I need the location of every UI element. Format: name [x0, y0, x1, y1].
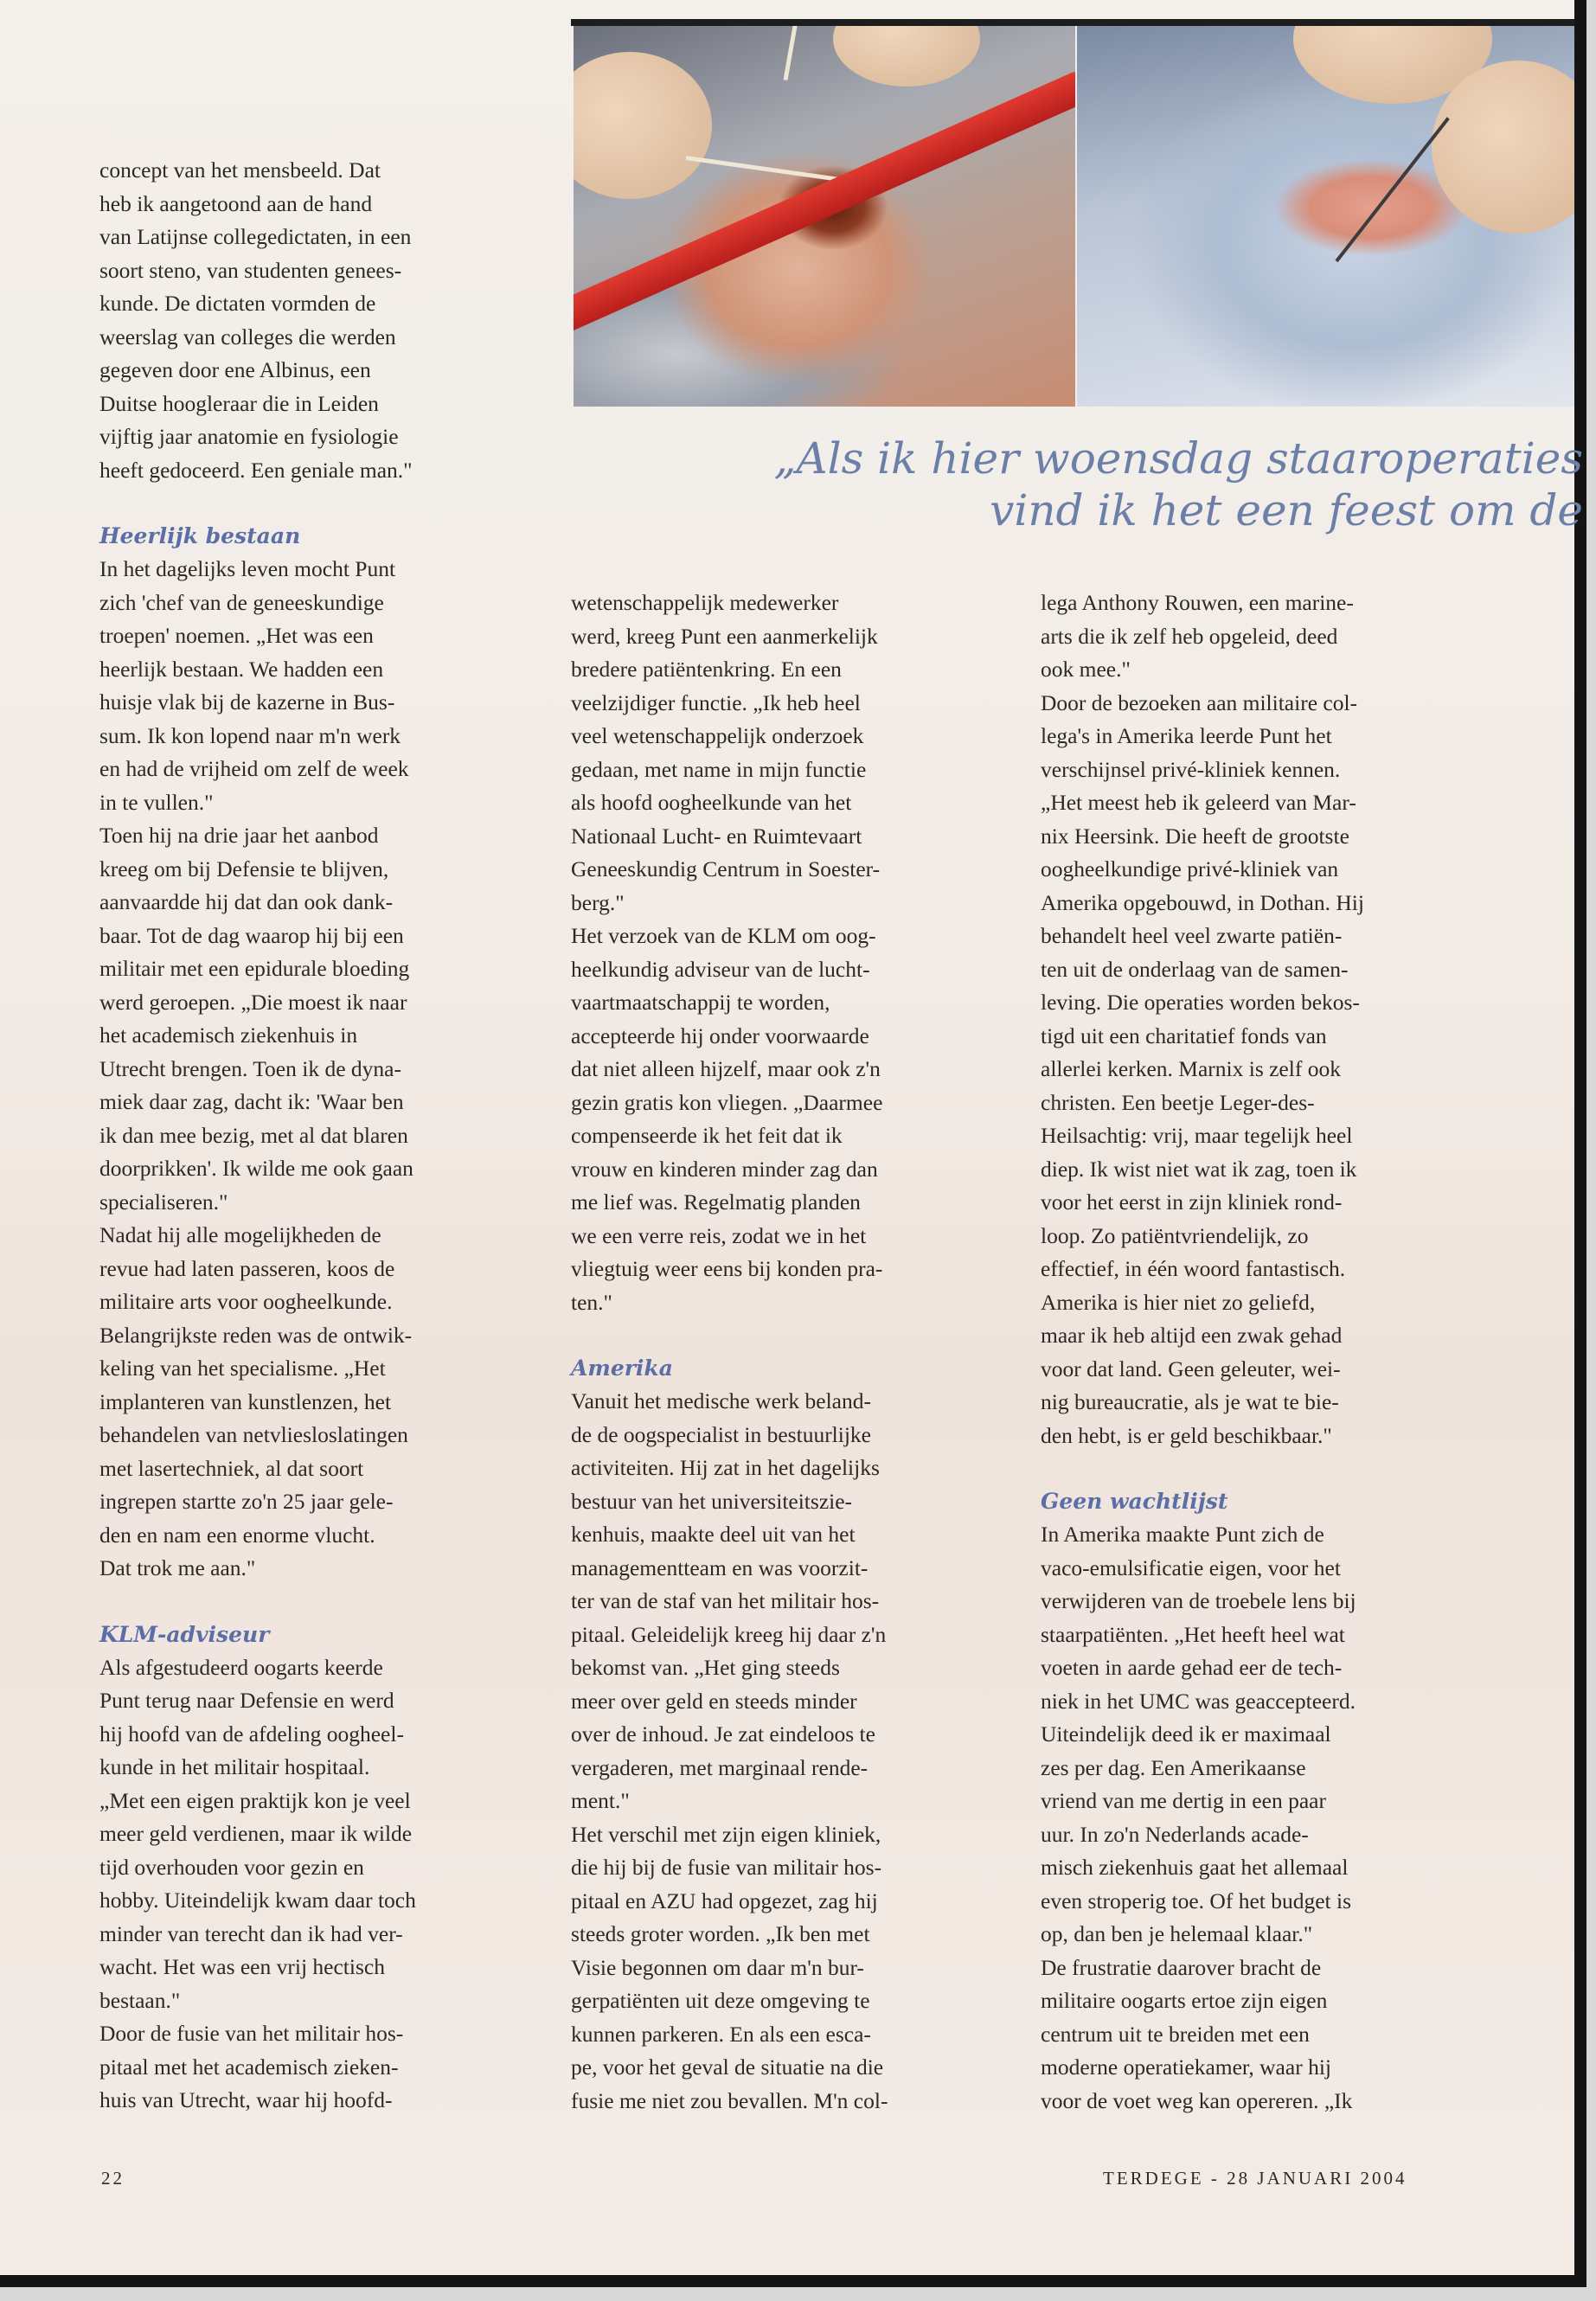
column3-line: verwijderen van de troebele lens bij — [1041, 1588, 1356, 1613]
column3-line: moderne operatiekamer, waar hij — [1041, 2054, 1331, 2080]
column3-line: op, dan ben je helemaal klaar." — [1041, 1921, 1313, 1946]
column1-line: Dat trok me aan." — [99, 1555, 256, 1580]
column2-line: gerpatiënten uit deze omgeving te — [571, 1988, 870, 2013]
column3-line: diep. Ik wist niet wat ik zag, toen ik — [1041, 1156, 1357, 1182]
column1-line: hij hoofd van de afdeling oogheel- — [99, 1721, 404, 1747]
column3-line: oogheelkundige privé-kliniek van — [1041, 856, 1339, 881]
column1-line: weerslag van colleges die werden — [99, 324, 396, 349]
paragraph-gap — [99, 1586, 532, 1618]
glove-hand-top — [833, 26, 980, 87]
column1-line: kunde in het militair hospitaal. — [99, 1754, 370, 1779]
column3-line: voor het eerst in zijn kliniek rond- — [1041, 1189, 1343, 1215]
column2-line: we een verre reis, zodat we in het — [571, 1222, 867, 1248]
column1-line: Toen hij na drie jaar het aanbod — [99, 823, 379, 848]
column1-line: aanvaardde hij dat dan ook dank- — [99, 889, 394, 914]
column1-line: gegeven door ene Albinus, een — [99, 357, 371, 382]
top-rule — [571, 19, 1574, 26]
paragraph-gap — [1041, 1452, 1473, 1485]
column1-line: meer geld verdienen, maar ik wilde — [99, 1821, 413, 1846]
column2-line: Visie begonnen om daar m'n bur- — [571, 1954, 864, 1980]
column2-line: Nationaal Lucht- en Ruimtevaart — [571, 823, 862, 849]
column3-line: vaco-emulsificatie eigen, voor het — [1041, 1554, 1341, 1580]
column1-line: Punt terug naar Defensie en werd — [99, 1688, 394, 1713]
column2-line: kunnen parkeren. En als een esca- — [571, 2021, 871, 2047]
column1-line: wacht. Het was een vrij hectisch — [99, 1954, 385, 1979]
column1-line: Duitse hoogleraar die in Leiden — [99, 390, 379, 416]
glove-hand-left — [574, 52, 712, 199]
column3-line: verschijnsel privé-kliniek kennen. — [1041, 756, 1341, 782]
column1-line: vijftig jaar anatomie en fysiologie — [99, 424, 399, 449]
column1-line: heb ik aangetoond aan de hand — [99, 190, 373, 216]
text-column-1 — [99, 154, 532, 2118]
text-column-2 — [571, 586, 1003, 2118]
column2-line: over de inhoud. Je zat eindeloos te — [571, 1721, 875, 1747]
column1-line: ingrepen startte zo'n 25 jaar gele- — [99, 1489, 394, 1514]
section-heading-klm-adviseur: KLM-adviseur — [99, 1621, 270, 1647]
column1-line: huisje vlak bij de kazerne in Bus- — [99, 689, 395, 715]
column2-line: ment." — [571, 1788, 630, 1813]
section-heading-amerika: Amerika — [571, 1356, 673, 1381]
column3-line: In Amerika maakte Punt zich de — [1041, 1522, 1324, 1547]
column1-line: en had de vrijheid om zelf de week — [99, 756, 409, 781]
column2-line: de de oogspecialist in bestuurlijke — [571, 1421, 872, 1447]
column3-line: Amerika is hier niet zo geliefd, — [1041, 1289, 1316, 1315]
column3-line: Heilsachtig: vrij, maar tegelijk heel — [1041, 1123, 1353, 1148]
column1-line: baar. Tot de dag waarop hij bij een — [99, 922, 404, 948]
column3-line: Uiteindelijk deed ik er maximaal — [1041, 1721, 1331, 1747]
column3-line: nix Heersink. Die heeft de grootste — [1041, 823, 1349, 849]
column1-line: Door de fusie van het militair hos- — [99, 2021, 404, 2046]
column2-line: compenseerde ik het feit dat ik — [571, 1123, 843, 1148]
paragraph-gap — [99, 487, 532, 520]
column2-line: Het verschil met zijn eigen kliniek, — [571, 1821, 881, 1847]
column3-line: ten uit de onderlaag van de samen- — [1041, 956, 1349, 982]
column3-line: tigd uit een charitatief fonds van — [1041, 1022, 1327, 1048]
column3-line: den hebt, is er geld beschikbaar." — [1041, 1422, 1332, 1448]
column2-line: activiteiten. Hij zat in het dagelijks — [571, 1455, 880, 1480]
column1-line: concept van het mensbeeld. Dat — [99, 157, 381, 183]
column3-line: Amerika opgebouwd, in Dothan. Hij — [1041, 889, 1364, 915]
surgery-photo-right — [1077, 26, 1574, 407]
column3-line: uur. In zo'n Nederlands acade- — [1041, 1821, 1309, 1847]
column1-line: Utrecht brengen. Toen ik de dyna- — [99, 1055, 401, 1081]
column1-line: minder van terecht dan ik had ver- — [99, 1920, 403, 1946]
column1-line: behandelen van netvliesloslatingen — [99, 1422, 408, 1447]
column2-line: bekomst van. „Het ging steeds — [571, 1655, 840, 1680]
column2-line: kenhuis, maakte deel uit van het — [571, 1522, 856, 1547]
column3-line: even stroperig toe. Of het budget is — [1041, 1888, 1352, 1913]
column1-line: Nadat hij alle mogelijkheden de — [99, 1222, 381, 1247]
column3-line: De frustratie daarover bracht de — [1041, 1954, 1322, 1980]
column2-line: vergaderen, met marginaal rende- — [571, 1754, 869, 1780]
column3-line: allerlei kerken. Marnix is zelf ook — [1041, 1056, 1341, 1081]
column1-line: zich 'chef van de geneeskundige — [99, 589, 384, 615]
column1-line: tijd overhouden voor gezin en — [99, 1854, 364, 1880]
column2-line: ter van de staf van het militair hos- — [571, 1588, 880, 1613]
column2-line: Vanuit het medische werk beland- — [571, 1388, 871, 1413]
column3-line: effectief, in één woord fantastisch. — [1041, 1256, 1346, 1281]
column1-line: keling van het specialisme. „Het — [99, 1356, 386, 1381]
column1-line: kunde. De dictaten vormden de — [99, 291, 376, 316]
column3-line: behandelt heel veel zwarte patiën- — [1041, 923, 1343, 948]
column2-line: meer over geld en steeds minder — [571, 1688, 857, 1714]
column3-line: centrum uit te breiden met een — [1041, 2021, 1310, 2047]
column2-line: me lief was. Regelmatig planden — [571, 1189, 861, 1215]
column3-line: lega Anthony Rouwen, een marine- — [1041, 590, 1354, 615]
paragraph-gap — [571, 1319, 1003, 1352]
section-heading-heerlijk-bestaan: Heerlijk bestaan — [99, 523, 301, 548]
column3-line: ook mee." — [1041, 657, 1131, 682]
column2-line: ten." — [571, 1289, 612, 1315]
column3-line: zes per dag. Een Amerikaanse — [1041, 1754, 1306, 1780]
publication-footer: TERDEGE - 28 JANUARI 2004 — [1103, 2168, 1407, 2189]
column3-line: niek in het UMC was geaccepteerd. — [1041, 1688, 1356, 1714]
column2-line: bredere patiëntenkring. En een — [571, 657, 842, 682]
column1-line: In het dagelijks leven mocht Punt — [99, 556, 396, 581]
column2-line: vaartmaatschappij te worden, — [571, 990, 830, 1015]
column3-line: voor dat land. Geen geleuter, wei- — [1041, 1356, 1341, 1381]
column1-line: het academisch ziekenhuis in — [99, 1022, 358, 1048]
column3-line: voeten in aarde gehad eer de tech- — [1041, 1655, 1343, 1680]
column2-line: pitaal en AZU had opgezet, zag hij — [571, 1888, 878, 1913]
column1-line: hobby. Uiteindelijk kwam daar toch — [99, 1888, 416, 1913]
column1-line: implanteren van kunstlenzen, het — [99, 1388, 392, 1414]
column2-line: wetenschappelijk medewerker — [571, 590, 839, 615]
column1-line: pitaal met het academisch zieken- — [99, 2054, 399, 2080]
column1-line: doorprikken'. Ik wilde me ook gaan — [99, 1156, 413, 1181]
column3-line: vriend van me dertig in een paar — [1041, 1788, 1326, 1813]
column3-line: loop. Zo patiëntvriendelijk, zo — [1041, 1222, 1309, 1248]
column2-line: als hoofd oogheelkunde van het — [571, 790, 852, 815]
column2-line: Het verzoek van de KLM om oog- — [571, 923, 876, 948]
column2-line: gedaan, met name in mijn functie — [571, 756, 867, 782]
column1-line: heeft gedoceerd. Een geniale man." — [99, 457, 413, 483]
column2-line: steeds groter worden. „Ik ben met — [571, 1921, 870, 1946]
column1-line: troepen' noemen. „Het was een — [99, 623, 374, 648]
column2-line: accepteerde hij onder voorwaarde — [571, 1022, 869, 1048]
column3-line: nig bureaucratie, als je wat te bie- — [1041, 1389, 1339, 1414]
column1-line: heerlijk bestaan. We hadden een — [99, 656, 384, 682]
column2-line: fusie me niet zou bevallen. M'n col- — [571, 2087, 888, 2113]
column1-line: revue had laten passeren, koos de — [99, 1255, 395, 1281]
text-column-3 — [1041, 586, 1473, 2118]
column1-line: bestaan." — [99, 1987, 181, 2013]
column2-line: veelzijdiger functie. „Ik heb heel — [571, 689, 861, 715]
column1-line: Als afgestudeerd oogarts keerde — [99, 1654, 383, 1680]
column1-line: soort steno, van studenten genees- — [99, 257, 402, 283]
column3-line: arts die ik zelf heb opgeleid, deed — [1041, 623, 1338, 649]
column1-line: miek daar zag, dacht ik: 'Waar ben — [99, 1089, 404, 1114]
column2-line: vrouw en kinderen minder zag dan — [571, 1156, 878, 1182]
column1-line: in te vullen." — [99, 789, 214, 815]
pull-quote — [753, 433, 1583, 536]
column3-line: militaire oogarts ertoe zijn eigen — [1041, 1988, 1328, 2013]
column2-line: berg." — [571, 889, 625, 915]
column2-line: bestuur van het universiteitszie- — [571, 1488, 853, 1514]
column1-line: militaire arts voor oogheelkunde. — [99, 1289, 393, 1314]
page-number: 22 — [101, 2168, 125, 2189]
column1-line: ik dan mee bezig, met al dat blaren — [99, 1122, 408, 1148]
surgical-forceps — [1335, 117, 1449, 262]
column1-line: huis van Utrecht, waar hij hoofd- — [99, 2087, 393, 2112]
column2-line: gezin gratis kon vliegen. „Daarmee — [571, 1089, 883, 1115]
column2-line: managementteam en was voorzit- — [571, 1554, 869, 1580]
column3-line: staarpatiënten. „Het heeft heel wat — [1041, 1621, 1345, 1647]
column1-line: Belangrijkste reden was de ontwik- — [99, 1322, 413, 1348]
column2-line: vliegtuig weer eens bij konden pra- — [571, 1256, 883, 1281]
pull-quote-line-1: „Als ik hier woensdag staaroperaties — [773, 433, 1583, 484]
column1-line: specialiseren." — [99, 1189, 228, 1215]
column2-line: werd, kreeg Punt een aanmerkelijk — [571, 623, 878, 649]
column3-line: Door de bezoeken aan militaire col- — [1041, 689, 1358, 715]
column2-line: veel wetenschappelijk onderzoek — [571, 723, 864, 748]
cotton-swab-2 — [784, 26, 804, 80]
surgery-photo-left — [574, 26, 1075, 407]
column2-line: Geneeskundig Centrum in Soester- — [571, 856, 881, 881]
column3-line: misch ziekenhuis gaat het allemaal — [1041, 1855, 1349, 1880]
pull-quote-line-2: vind ik het een feest om de — [990, 485, 1583, 535]
column2-line: die hij bij de fusie van militair hos- — [571, 1855, 882, 1880]
cotton-swab — [686, 156, 849, 183]
column3-line: voor de voet weg kan opereren. „Ik — [1041, 2087, 1353, 2113]
section-heading-geen-wachtlijst: Geen wachtlijst — [1041, 1489, 1228, 1514]
column3-line: „Het meest heb ik geleerd van Mar- — [1041, 790, 1356, 815]
column1-line: „Met een eigen praktijk kon je veel — [99, 1787, 411, 1813]
column2-line: heelkundig adviseur van de lucht- — [571, 956, 870, 982]
column1-line: militair met een epidurale bloeding — [99, 956, 410, 981]
column1-line: met lasertechniek, al dat soort — [99, 1455, 364, 1481]
column2-line: pitaal. Geleidelijk kreeg hij daar z'n — [571, 1621, 887, 1647]
column3-line: maar ik heb altijd een zwak gehad — [1041, 1323, 1343, 1348]
column1-line: sum. Ik kon lopend naar m'n werk — [99, 722, 401, 748]
column1-line: kreeg om bij Defensie te blijven, — [99, 856, 389, 881]
column3-line: lega's in Amerika leerde Punt het — [1041, 723, 1332, 748]
column2-line: pe, voor het geval de situatie na die — [571, 2054, 884, 2080]
column3-line: leving. Die operaties worden bekos- — [1041, 990, 1360, 1015]
column3-line: christen. Een beetje Leger-des- — [1041, 1089, 1315, 1115]
column1-line: den en nam een enorme vlucht. — [99, 1522, 375, 1548]
column1-line: werd geroepen. „Die moest ik naar — [99, 989, 407, 1015]
column1-line: van Latijnse collegedictaten, in een — [99, 224, 412, 249]
column2-line: dat niet alleen hijzelf, maar ook z'n — [571, 1056, 881, 1081]
